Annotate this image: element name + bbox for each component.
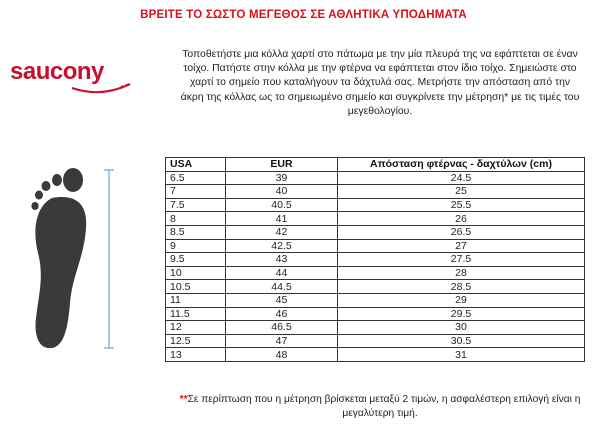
cell-usa: 11 xyxy=(166,293,226,307)
foot-sole-icon xyxy=(35,197,86,348)
table-row xyxy=(166,293,585,307)
cell-distance: 27 xyxy=(338,239,585,253)
logo-swoosh-icon xyxy=(72,82,132,98)
cell-eur: 46.5 xyxy=(226,321,338,335)
cell-distance: 29 xyxy=(338,293,585,307)
cell-distance: 28 xyxy=(338,266,585,280)
foot-measure-illustration xyxy=(14,158,124,358)
cell-usa: 7.5 xyxy=(166,198,226,212)
cell-eur: 47 xyxy=(226,334,338,348)
cell-usa: 12.5 xyxy=(166,334,226,348)
cell-eur: 40 xyxy=(226,185,338,199)
cell-eur: 46 xyxy=(226,307,338,321)
cell-distance: 25.5 xyxy=(338,198,585,212)
cell-distance: 30.5 xyxy=(338,334,585,348)
footnote-stars: ** xyxy=(179,394,188,405)
cell-usa: 10.5 xyxy=(166,280,226,294)
toe-3-icon xyxy=(42,181,51,191)
cell-eur: 41 xyxy=(226,212,338,226)
cell-usa: 7 xyxy=(166,185,226,199)
footnote xyxy=(170,393,590,421)
cell-distance: 27.5 xyxy=(338,253,585,267)
cell-usa: 8.5 xyxy=(166,225,226,239)
cell-eur: 42 xyxy=(226,225,338,239)
cell-eur: 43 xyxy=(226,253,338,267)
size-chart-table xyxy=(165,157,585,362)
cell-usa: 13 xyxy=(166,348,226,362)
table-row xyxy=(166,307,585,321)
table-row xyxy=(166,266,585,280)
toe-2-icon xyxy=(52,174,62,186)
table-row xyxy=(166,185,585,199)
cell-usa: 11.5 xyxy=(166,307,226,321)
cell-usa: 8 xyxy=(166,212,226,226)
cell-eur: 48 xyxy=(226,348,338,362)
cell-usa: 9.5 xyxy=(166,253,226,267)
cell-distance: 30 xyxy=(338,321,585,335)
big-toe-icon xyxy=(63,168,83,192)
cell-eur: 39 xyxy=(226,171,338,185)
cell-usa: 12 xyxy=(166,321,226,335)
cell-eur: 44.5 xyxy=(226,280,338,294)
page-title: ΒΡΕΙΤΕ ΤΟ ΣΩΣΤΟ ΜΕΓΕΘΟΣ ΣΕ ΑΘΛΗΤΙΚΑ ΥΠΟΔΗΜΑΤΑ xyxy=(140,9,467,21)
table-header-row xyxy=(166,158,585,172)
table-row xyxy=(166,198,585,212)
table-row xyxy=(166,280,585,294)
table-row xyxy=(166,212,585,226)
header-usa: USA xyxy=(166,158,226,172)
cell-distance: 28.5 xyxy=(338,280,585,294)
saucony-logo xyxy=(10,58,130,98)
toe-5-icon xyxy=(31,202,38,210)
cell-distance: 26 xyxy=(338,212,585,226)
table-row xyxy=(166,253,585,267)
cell-usa: 6.5 xyxy=(166,171,226,185)
cell-distance: 29.5 xyxy=(338,307,585,321)
footnote-text: Σε περίπτωση που η μέτρηση βρίσκεται μεταξύ 2 τιμών, η ασφαλέστερη επιλογή είναι η μεγαλύτερη τιμή. xyxy=(187,394,581,419)
table-row xyxy=(166,334,585,348)
cell-eur: 42.5 xyxy=(226,239,338,253)
table-row xyxy=(166,239,585,253)
cell-distance: 24.5 xyxy=(338,171,585,185)
logo-wordmark: saucony xyxy=(10,58,104,85)
header-eur: EUR xyxy=(226,158,338,172)
table-row xyxy=(166,348,585,362)
table-row xyxy=(166,225,585,239)
table-row xyxy=(166,171,585,185)
cell-eur: 44 xyxy=(226,266,338,280)
cell-distance: 25 xyxy=(338,185,585,199)
instructions-text: Τοποθετήστε μια κόλλα χαρτί στο πάτωμα με την μία πλευρά της να εφάπτεται σε έναν τοίχο. Πατήστε στην κόλλα με την φτέρνα να εφάπτεται στον ίδιο τοίχο. Σημειώστε στο χαρτί το σημείο που καταλήγουν τα δάχτυλά σας. Μετρήστε την απόσταση από την άκρη της κόλλας ως το σημειωμένο σημείο και συγκρίνετε την μέτρηση* με τις τιμές του μεγεθολογίου. xyxy=(180,49,580,117)
header-distance: Απόσταση φτέρνας - δαχτύλων (cm) xyxy=(338,158,585,172)
cell-usa: 9 xyxy=(166,239,226,253)
cell-distance: 31 xyxy=(338,348,585,362)
cell-distance: 26.5 xyxy=(338,225,585,239)
cell-eur: 45 xyxy=(226,293,338,307)
cell-usa: 10 xyxy=(166,266,226,280)
table-row xyxy=(166,321,585,335)
toe-4-icon xyxy=(35,191,43,200)
cell-eur: 40.5 xyxy=(226,198,338,212)
